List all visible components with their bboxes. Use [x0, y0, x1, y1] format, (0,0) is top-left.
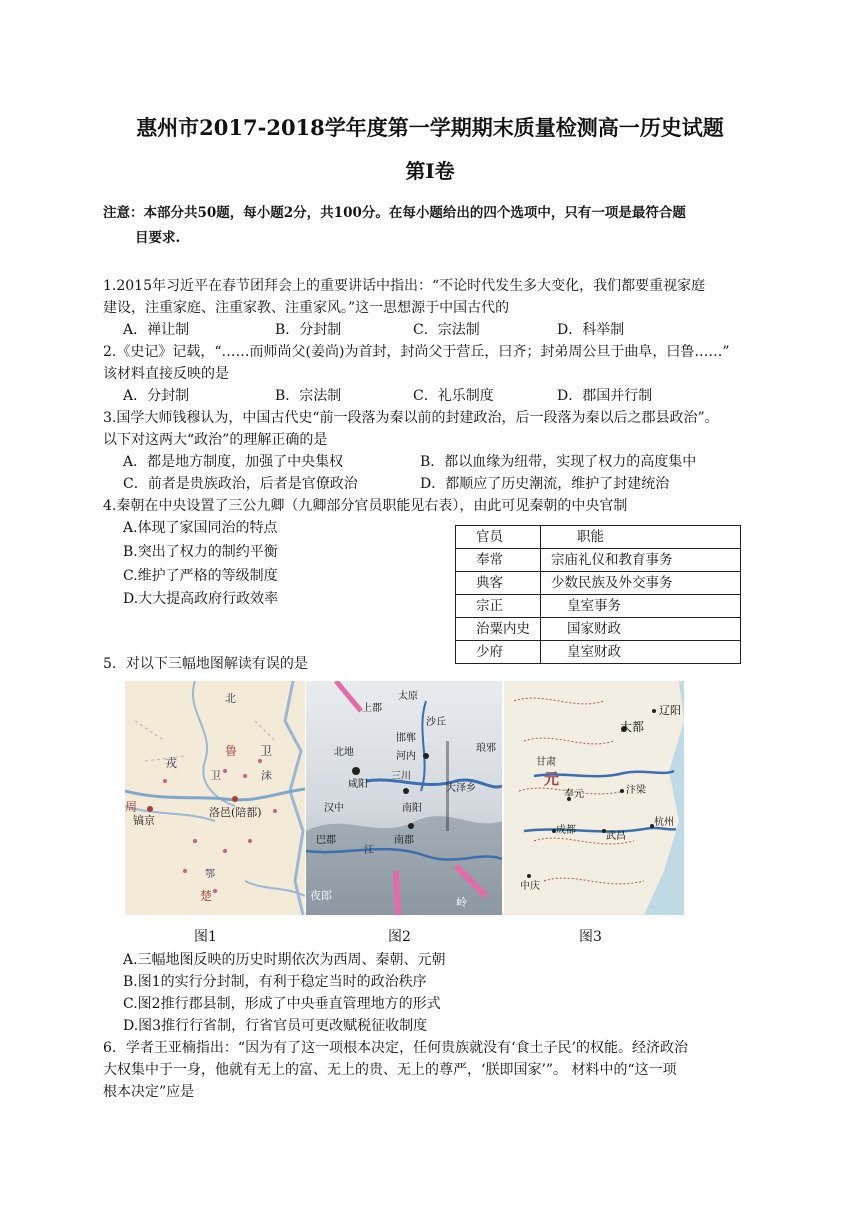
map1-label: 鄂: [205, 869, 215, 880]
table-cell-official: 治粟内史: [456, 618, 541, 641]
map2-label: 邯郸: [396, 733, 416, 744]
q3-option-d: D．都顺应了历史潮流，维护了封建统治: [420, 476, 670, 492]
map2-label: 咸阳: [348, 779, 368, 790]
q5-option-d: D.图3推行行省制，行省官员可更改赋税征收制度: [123, 1018, 428, 1034]
map-caption-1: 图1: [194, 929, 217, 945]
map2-label: 河内: [396, 751, 416, 762]
table-header-function: 职能: [541, 526, 741, 549]
map2-label: 沙丘: [426, 717, 446, 728]
table-cell-official: 典客: [456, 572, 541, 595]
table-cell-function: 皇室事务: [541, 595, 741, 618]
map2-label: 江: [364, 845, 374, 856]
map2-label: 北地: [334, 747, 354, 758]
table-cell-function: 宗庙礼仪和教育事务: [541, 549, 741, 572]
table-row: [456, 641, 741, 664]
map-caption-2: 图2: [388, 929, 411, 945]
table-cell-function: 国家财政: [541, 618, 741, 641]
table-row: [456, 618, 741, 641]
q5-stem: 5．对以下三幅地图解读有误的是: [103, 656, 308, 672]
instructions-line-2: 目要求.: [135, 230, 181, 246]
map3-label: 甘肃: [536, 757, 556, 768]
q4-stem: 4.秦朝在中央设置了三公九卿（九卿部分官员职能见右表），由此可见秦朝的中央官制: [103, 498, 628, 514]
map3-label: 元: [544, 770, 560, 788]
q2-stem-line-2: 该材料直接反映的是: [103, 366, 229, 382]
map1-label: 戎: [165, 756, 178, 770]
table-row: [456, 572, 741, 595]
q6-stem-line-1: 6．学者王亚楠指出：“因为有了这一项根本决定，任何贵族就没有‘食土子民’的权能。经济政治: [103, 1040, 688, 1056]
map3-label: 大都: [620, 720, 645, 734]
q1-option-d: D．科举制: [557, 322, 625, 338]
table-row: [456, 549, 741, 572]
map3-label: 奉元: [564, 789, 584, 800]
table-cell-function: 皇室财政: [541, 641, 741, 664]
table-cell-function: 少数民族及外交事务: [541, 572, 741, 595]
map2-label: 汉中: [324, 803, 344, 814]
map3-label: 汴梁: [626, 785, 646, 796]
map1-label: 镐京: [133, 814, 155, 827]
map-figure-1: [125, 681, 305, 915]
exam-title: 惠州市2017-2018学年度第一学期期末质量检测高一历史试题: [136, 115, 724, 140]
q1-stem-line-1: 1.2015年习近平在春节团拜会上的重要讲话中指出：“不论时代发生多大变化，我们都要重视家庭: [103, 278, 706, 294]
map3-label: 武昌: [606, 831, 626, 842]
q3-stem-line-1: 3.国学大师钱穆认为，中国古代史“前一段落为秦以前的封建政治，后一段落为秦以后之郡县政治”。: [103, 410, 719, 426]
map2-label: 上郡: [362, 703, 382, 714]
q4-option-d: D.大大提高政府行政效率: [123, 591, 279, 607]
q6-stem-line-3: 根本决定”应是: [103, 1084, 195, 1100]
map3-label: 中庆: [520, 881, 540, 892]
map-caption-3: 图3: [579, 929, 602, 945]
table-cell-official: 奉常: [456, 549, 541, 572]
q2-option-b: B．宗法制: [275, 388, 342, 404]
table-header-official: 官员: [456, 526, 541, 549]
map1-label: 卫: [260, 744, 273, 758]
map2-label: 三川: [391, 771, 411, 782]
table-cell-official: 少府: [456, 641, 541, 664]
map3-label: 辽阳: [659, 704, 681, 717]
q2-option-c: C．礼乐制度: [413, 388, 494, 404]
q4-option-b: B.突出了权力的制约平衡: [123, 544, 278, 560]
map2-label: 南阳: [402, 803, 422, 814]
map1-label: 洛邑(陪都): [209, 806, 262, 819]
officials-table: [455, 525, 741, 664]
map2-label: 巴郡: [316, 835, 336, 846]
map2-label: 岭: [456, 896, 467, 909]
q3-option-c: C．前者是贵族政治，后者是官僚政治: [123, 476, 358, 492]
q1-option-a: A．禅让制: [123, 322, 190, 338]
instructions-line-1: 注意：本部分共50题，每小题2分，共100分。在每小题给出的四个选项中，只有一项是最符合题: [103, 205, 686, 221]
map3-label: 杭州: [654, 817, 674, 828]
map2-label: 太原: [398, 691, 418, 702]
q3-stem-line-2: 以下对这两大“政治”的理解正确的是: [103, 432, 328, 448]
map2-label: 南郡: [394, 835, 414, 846]
map2-label: 夜郎: [310, 889, 332, 902]
map-figure-2: [306, 681, 502, 915]
q6-stem-line-2: 大权集中于一身，他就有无上的富、无上的贵、无上的尊严，‘朕即国家’”。 材料中的“这一项: [103, 1062, 677, 1078]
q5-option-c: C.图2推行郡县制，形成了中央垂直管理地方的形式: [123, 996, 441, 1012]
table-header-row: [456, 526, 741, 549]
map1-label: 卫: [210, 769, 221, 782]
table-cell-official: 宗正: [456, 595, 541, 618]
map3-label: 成都: [556, 825, 576, 836]
q1-stem-line-2: 建设，注重家庭、注重家教、注重家风。”这一思想源于中国古代的: [103, 300, 510, 316]
map1-label: 鲁: [225, 744, 238, 758]
q2-stem-line-1: 2.《史记》记载，“……而师尚父(姜尚)为首封，封尚父于营丘，曰齐；封弟周公旦于曲阜，曰鲁……”: [103, 344, 730, 360]
map1-label: 周: [125, 800, 138, 814]
section-heading: 第Ⅰ卷: [405, 159, 455, 183]
map2-label: 大泽乡: [446, 783, 476, 794]
table-row: [456, 595, 741, 618]
q4-option-a: A.体现了家国同治的特点: [123, 520, 278, 536]
q5-option-a: A.三幅地图反映的历史时期依次为西周、秦朝、元朝: [123, 952, 446, 968]
map2-label: 琅邪: [476, 743, 496, 754]
q2-option-d: D．郡国并行制: [557, 388, 653, 404]
q4-option-c: C.维护了严格的等级制度: [123, 568, 278, 584]
map-figure-3: [504, 681, 684, 915]
map1-label: 北: [225, 692, 236, 705]
q1-option-b: B．分封制: [275, 322, 342, 338]
q5-option-b: B.图1的实行分封制，有利于稳定当时的政治秩序: [123, 974, 427, 990]
q1-option-c: C．宗法制: [413, 322, 480, 338]
q3-option-b: B．都以血缘为纽带，实现了权力的高度集中: [420, 454, 697, 470]
q2-option-a: A．分封制: [123, 388, 190, 404]
map1-label: 楚: [200, 889, 213, 903]
map1-label: 沬: [261, 769, 272, 782]
q3-option-a: A．都是地方制度，加强了中央集权: [123, 454, 344, 470]
